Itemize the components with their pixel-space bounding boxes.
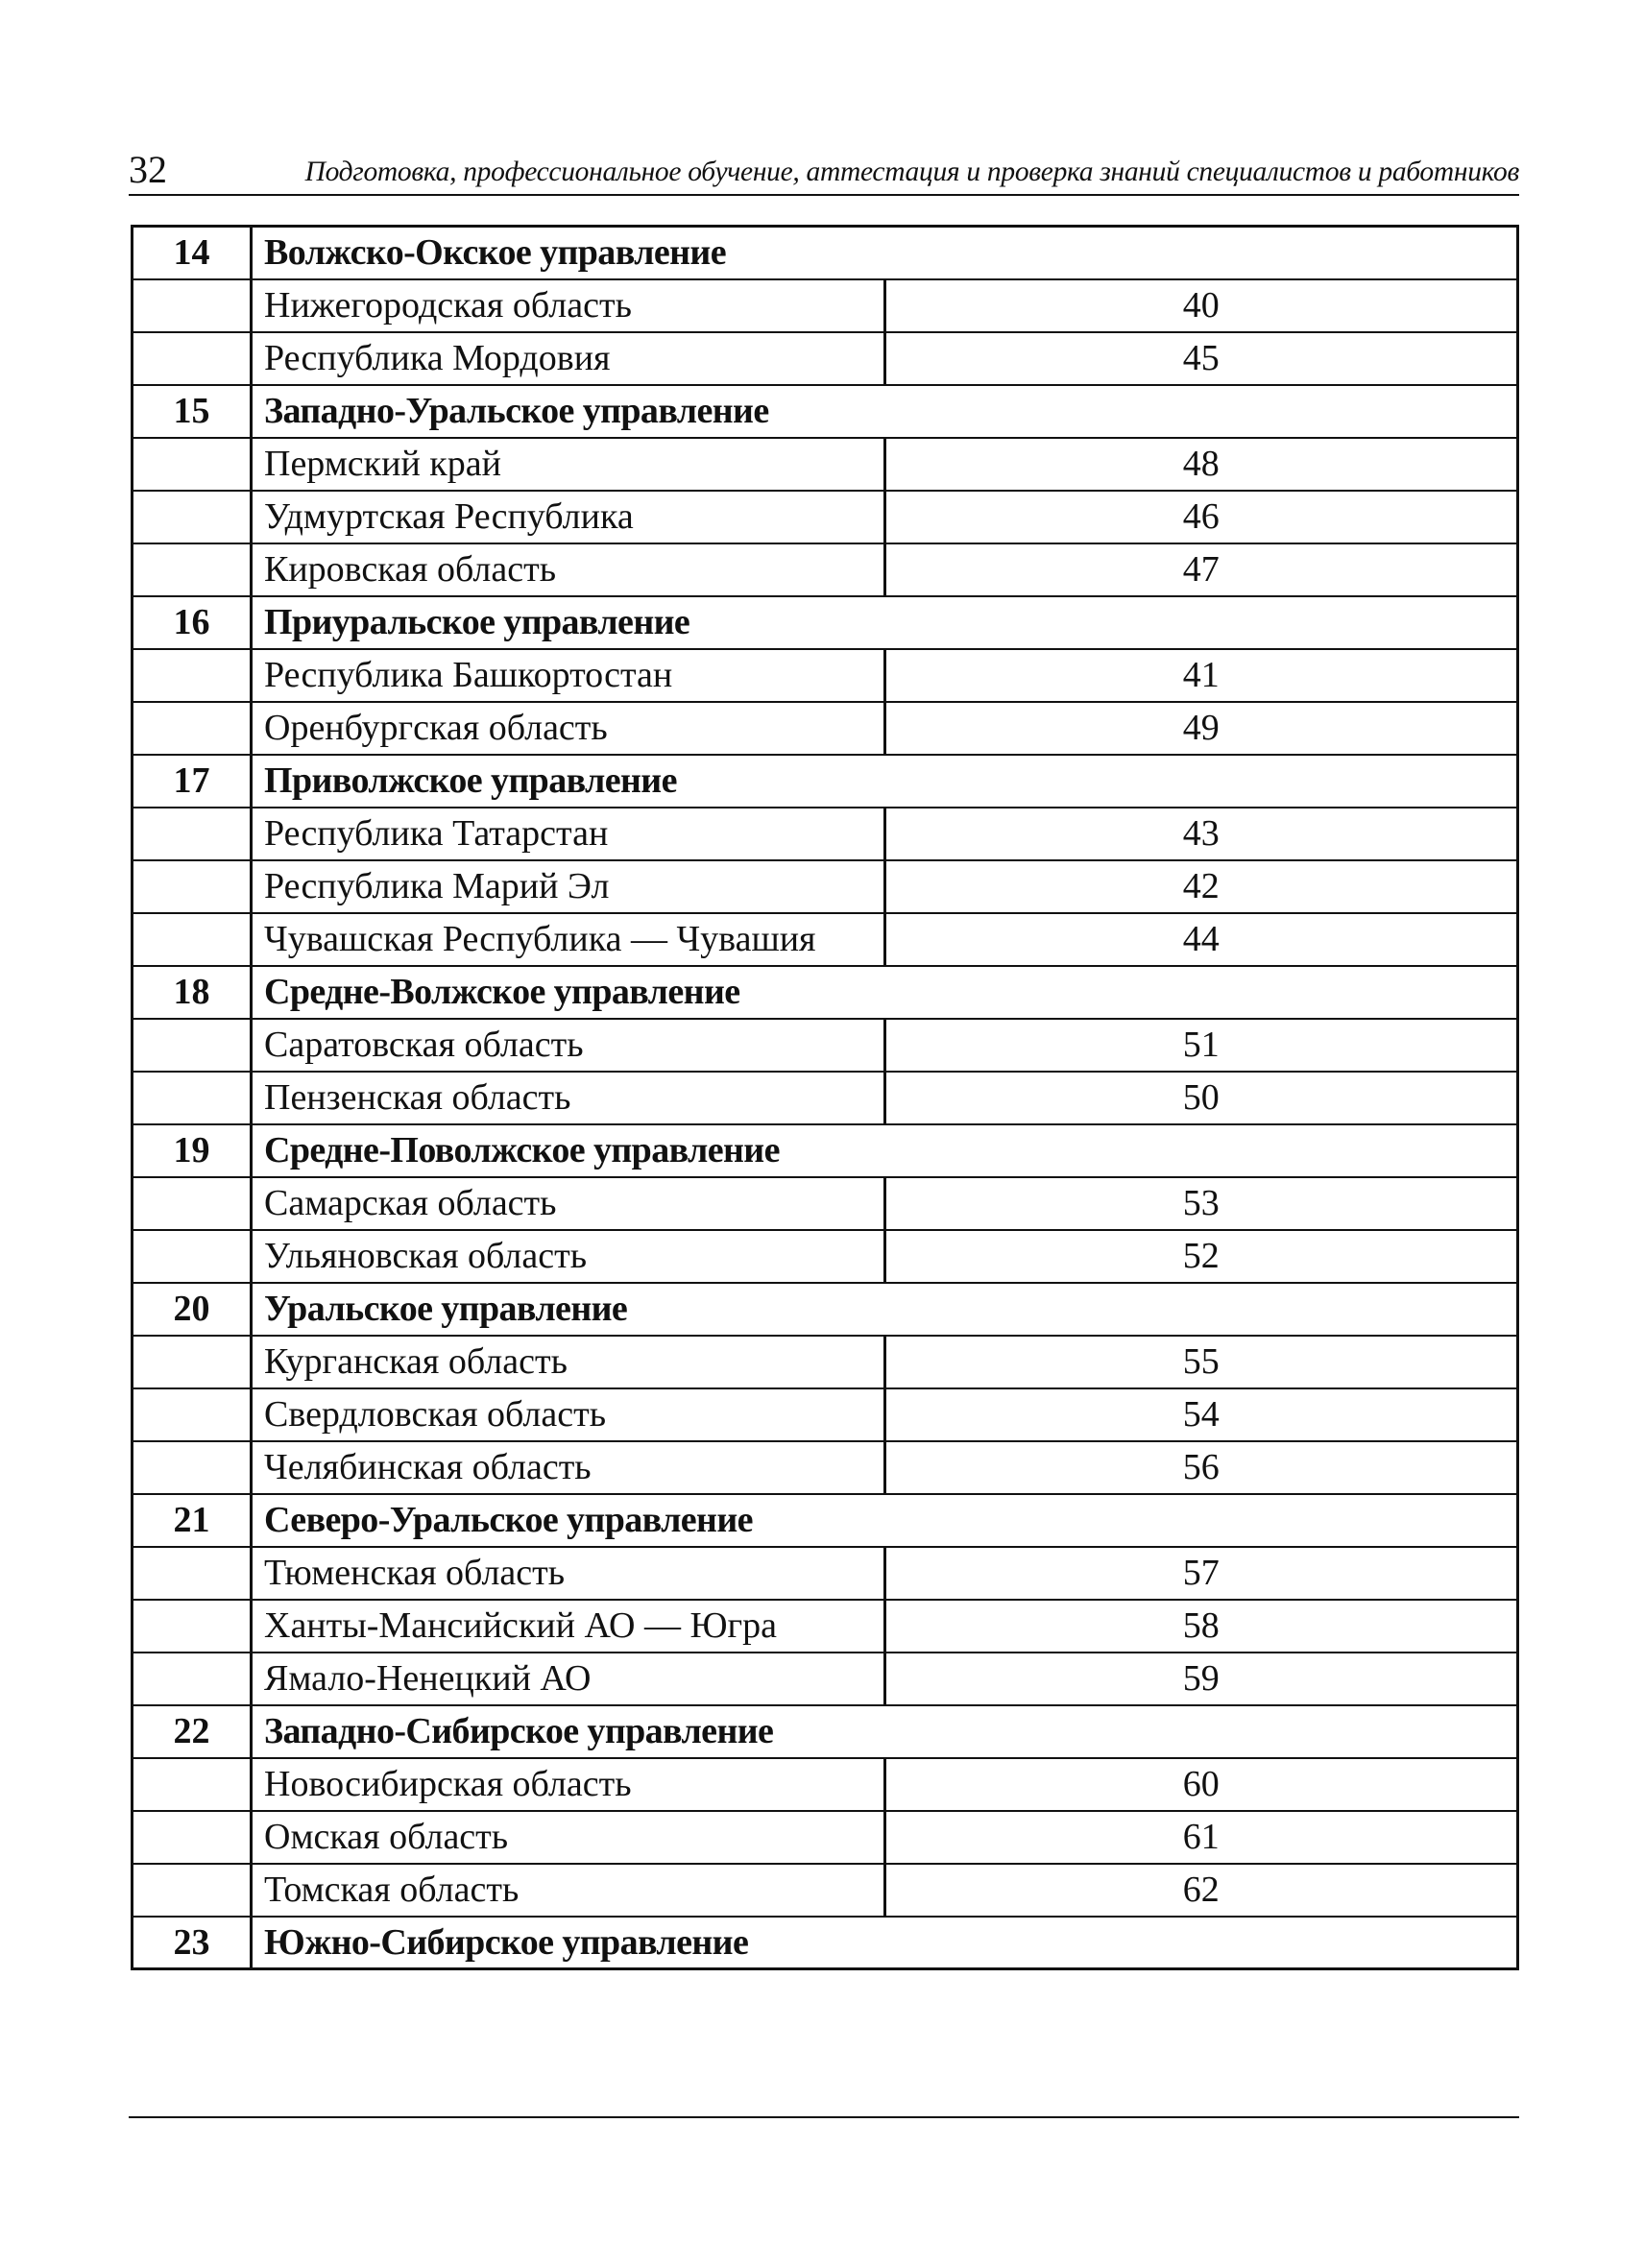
region-code: 62 [884, 1864, 1518, 1917]
empty-number-cell [133, 1230, 252, 1283]
group-header-row [133, 1917, 1518, 1969]
region-name: Удмуртская Республика [252, 491, 885, 543]
empty-number-cell [133, 860, 252, 913]
region-code: 55 [884, 1336, 1518, 1388]
empty-number-cell [133, 491, 252, 543]
region-row [133, 649, 1518, 702]
region-code: 59 [884, 1653, 1518, 1705]
region-code: 42 [884, 860, 1518, 913]
region-name: Новосибирская область [252, 1758, 885, 1811]
empty-number-cell [133, 332, 252, 385]
group-header-row [133, 1283, 1518, 1336]
region-name: Саратовская область [252, 1019, 885, 1072]
footer-rule [129, 2116, 1519, 2118]
region-row [133, 1864, 1518, 1917]
group-header-row [133, 755, 1518, 808]
group-header-row [133, 1494, 1518, 1547]
region-row [133, 543, 1518, 596]
region-name: Свердловская область [252, 1388, 885, 1441]
region-row [133, 279, 1518, 332]
group-title: Приуральское управление [252, 596, 1518, 649]
group-title: Приволжское управление [252, 755, 1518, 808]
group-number: 18 [133, 966, 252, 1019]
region-row [133, 1758, 1518, 1811]
region-name: Пермский край [252, 438, 885, 491]
region-name: Пензенская область [252, 1072, 885, 1124]
region-row [133, 1547, 1518, 1600]
region-name: Тюменская область [252, 1547, 885, 1600]
running-title: Подготовка, профессиональное обучение, аттестация и проверка знаний специалистов и работников [304, 157, 1519, 187]
group-number: 15 [133, 385, 252, 438]
empty-number-cell [133, 1811, 252, 1864]
region-name: Кировская область [252, 543, 885, 596]
region-row [133, 1653, 1518, 1705]
region-code: 50 [884, 1072, 1518, 1124]
regions-table [131, 225, 1519, 1970]
region-code: 44 [884, 913, 1518, 966]
region-name: Ханты-Мансийский АО — Югра [252, 1600, 885, 1653]
region-name: Республика Марий Эл [252, 860, 885, 913]
region-row [133, 913, 1518, 966]
empty-number-cell [133, 808, 252, 860]
region-code: 54 [884, 1388, 1518, 1441]
region-name: Омская область [252, 1811, 885, 1864]
group-header-row [133, 596, 1518, 649]
empty-number-cell [133, 438, 252, 491]
region-name: Ульяновская область [252, 1230, 885, 1283]
region-code: 53 [884, 1177, 1518, 1230]
group-title: Средне-Поволжское управление [252, 1124, 1518, 1177]
region-row [133, 1230, 1518, 1283]
region-name: Республика Башкортостан [252, 649, 885, 702]
empty-number-cell [133, 279, 252, 332]
region-code: 43 [884, 808, 1518, 860]
region-row [133, 438, 1518, 491]
region-name: Самарская область [252, 1177, 885, 1230]
region-name: Нижегородская область [252, 279, 885, 332]
group-title: Западно-Сибирское управление [252, 1705, 1518, 1758]
group-number: 16 [133, 596, 252, 649]
region-name: Чувашская Республика — Чувашия [252, 913, 885, 966]
region-name: Курганская область [252, 1336, 885, 1388]
region-code: 40 [884, 279, 1518, 332]
empty-number-cell [133, 1600, 252, 1653]
region-name: Республика Татарстан [252, 808, 885, 860]
region-code: 51 [884, 1019, 1518, 1072]
empty-number-cell [133, 702, 252, 755]
empty-number-cell [133, 913, 252, 966]
region-row [133, 702, 1518, 755]
region-row [133, 1811, 1518, 1864]
group-title: Волжско-Окское управление [252, 227, 1518, 279]
region-row [133, 491, 1518, 543]
group-header-row [133, 227, 1518, 279]
region-row [133, 1441, 1518, 1494]
page-number: 32 [129, 148, 167, 191]
empty-number-cell [133, 1019, 252, 1072]
empty-number-cell [133, 1072, 252, 1124]
region-row [133, 1388, 1518, 1441]
region-name: Челябинская область [252, 1441, 885, 1494]
regions-table-body [133, 227, 1518, 1969]
group-number: 22 [133, 1705, 252, 1758]
region-code: 41 [884, 649, 1518, 702]
group-header-row [133, 1124, 1518, 1177]
empty-number-cell [133, 1336, 252, 1388]
empty-number-cell [133, 1177, 252, 1230]
group-number: 17 [133, 755, 252, 808]
region-code: 47 [884, 543, 1518, 596]
region-row [133, 808, 1518, 860]
region-name: Республика Мордовия [252, 332, 885, 385]
region-code: 49 [884, 702, 1518, 755]
group-number: 14 [133, 227, 252, 279]
region-code: 58 [884, 1600, 1518, 1653]
region-row [133, 332, 1518, 385]
group-number: 19 [133, 1124, 252, 1177]
region-row [133, 1072, 1518, 1124]
empty-number-cell [133, 1441, 252, 1494]
region-row [133, 1600, 1518, 1653]
region-code: 57 [884, 1547, 1518, 1600]
page-header [129, 144, 1519, 196]
group-title: Уральское управление [252, 1283, 1518, 1336]
empty-number-cell [133, 543, 252, 596]
group-title: Северо-Уральское управление [252, 1494, 1518, 1547]
group-number: 21 [133, 1494, 252, 1547]
region-name: Томская область [252, 1864, 885, 1917]
region-code: 46 [884, 491, 1518, 543]
region-row [133, 1177, 1518, 1230]
group-title: Средне-Волжское управление [252, 966, 1518, 1019]
group-number: 23 [133, 1917, 252, 1969]
region-code: 60 [884, 1758, 1518, 1811]
region-code: 52 [884, 1230, 1518, 1283]
group-title: Западно-Уральское управление [252, 385, 1518, 438]
region-row [133, 860, 1518, 913]
empty-number-cell [133, 1758, 252, 1811]
group-header-row [133, 966, 1518, 1019]
group-number: 20 [133, 1283, 252, 1336]
group-header-row [133, 385, 1518, 438]
empty-number-cell [133, 1388, 252, 1441]
empty-number-cell [133, 1547, 252, 1600]
group-header-row [133, 1705, 1518, 1758]
region-code: 56 [884, 1441, 1518, 1494]
region-code: 45 [884, 332, 1518, 385]
empty-number-cell [133, 649, 252, 702]
empty-number-cell [133, 1653, 252, 1705]
region-name: Оренбургская область [252, 702, 885, 755]
group-title: Южно-Сибирское управление [252, 1917, 1518, 1969]
region-name: Ямало-Ненецкий АО [252, 1653, 885, 1705]
region-code: 48 [884, 438, 1518, 491]
empty-number-cell [133, 1864, 252, 1917]
region-code: 61 [884, 1811, 1518, 1864]
region-row [133, 1336, 1518, 1388]
region-row [133, 1019, 1518, 1072]
